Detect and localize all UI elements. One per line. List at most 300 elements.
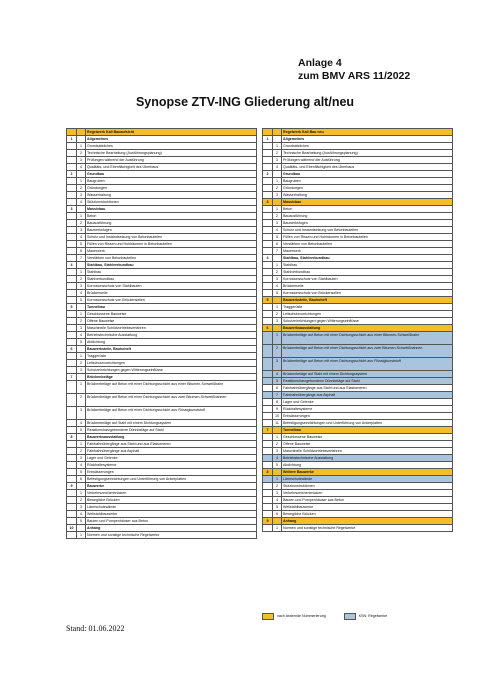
table-row xyxy=(67,150,257,157)
table-row xyxy=(263,269,453,276)
subsection-number: 1 xyxy=(77,490,86,497)
subsection-number: 6 xyxy=(273,241,282,248)
right-table xyxy=(262,128,453,532)
entry-text: Verstärken von Betonbauteilen xyxy=(282,241,453,248)
table-row xyxy=(263,358,453,371)
table-row xyxy=(67,360,257,367)
chapter-number xyxy=(263,483,273,490)
table-row xyxy=(67,504,257,511)
chapter-number xyxy=(67,199,77,206)
table-row xyxy=(67,227,257,234)
table-row xyxy=(263,178,453,185)
entry-text: Verkehrszeichenbrücken xyxy=(282,490,453,497)
table-row xyxy=(67,178,257,185)
subsection-number xyxy=(273,469,282,476)
table-row xyxy=(263,497,453,504)
subsection-number: 2 xyxy=(273,269,282,276)
chapter-number xyxy=(263,511,273,518)
chapter-number xyxy=(263,241,273,248)
legend xyxy=(262,613,405,620)
table-row xyxy=(67,311,257,318)
table-row xyxy=(263,220,453,227)
subsection-number: 1 xyxy=(273,476,282,483)
chapter-number xyxy=(67,490,77,497)
chapter-number xyxy=(67,283,77,290)
chapter-number xyxy=(263,455,273,462)
subsection-number: 1 xyxy=(77,143,86,150)
table-row xyxy=(67,448,257,455)
entry-text: Prüfungen während der Ausführung xyxy=(86,157,257,164)
entry-text: Korrosionsschutz von Stahlbauten xyxy=(86,283,257,290)
table-row xyxy=(67,185,257,192)
subsection-number: 2 xyxy=(273,185,282,192)
entry-text: Maschinelle Schildvortriebsverfahren xyxy=(86,325,257,332)
table-row xyxy=(263,192,453,199)
table-row xyxy=(67,381,257,394)
subsection-number: 3 xyxy=(273,358,282,371)
entry-text: Gründungen xyxy=(282,185,453,192)
table-row xyxy=(263,206,453,213)
entry-text: Abdichtung xyxy=(282,462,453,469)
subsection-number: 6 xyxy=(273,511,282,518)
entry-text: Brückenbeläge auf Beton mit einer Dichtungsschicht aus Flüssigkunststoff xyxy=(282,358,453,371)
chapter-number xyxy=(263,185,273,192)
table-row xyxy=(67,441,257,448)
section-row xyxy=(67,346,257,353)
subsection-number xyxy=(273,518,282,525)
subsection-number xyxy=(77,171,86,178)
table-row xyxy=(67,469,257,476)
subsection-number: 5 xyxy=(77,297,86,304)
entry-text: Bewegliche Brücken xyxy=(282,511,453,518)
entry-text: Brückenseile xyxy=(282,283,453,290)
table-row xyxy=(263,332,453,345)
table-row xyxy=(263,385,453,392)
subsection-number: 5 xyxy=(77,427,86,434)
subsection-number: 4 xyxy=(273,227,282,234)
entry-text: Rückhaltesysteme xyxy=(86,462,257,469)
table-row xyxy=(67,455,257,462)
subsection-number: 5 xyxy=(273,290,282,297)
entry-text: Offene Bauweise xyxy=(86,318,257,325)
subsection-number: 1 xyxy=(77,441,86,448)
chapter-number xyxy=(263,462,273,469)
subsection-number: 2 xyxy=(77,220,86,227)
chapter-number xyxy=(263,262,273,269)
subsection-number: 2 xyxy=(77,448,86,455)
chapter-number: 9 xyxy=(263,518,273,525)
subsection-number: 6 xyxy=(77,248,86,255)
table-row xyxy=(263,234,453,241)
subsection-number: 3 xyxy=(77,504,86,511)
table-row xyxy=(263,213,453,220)
chapter-number: 8 xyxy=(67,434,77,441)
table-row xyxy=(67,353,257,360)
subsection-number: 2 xyxy=(77,276,86,283)
entry-text: Befestigungseinrichtungen und Unterführung von Ankerplatten xyxy=(282,420,453,427)
subsection-number: 5 xyxy=(77,469,86,476)
subsection-number: 5 xyxy=(77,241,86,248)
subsection-number: 3 xyxy=(273,276,282,283)
subsection-number: 10 xyxy=(273,413,282,420)
entry-text: Normen und sonstige technische Regelwerke xyxy=(86,532,257,539)
table-row xyxy=(263,290,453,297)
table-row xyxy=(67,269,257,276)
entry-text: Brückenbeläge auf Beton mit einer Dichtungsschicht aus zwei Bitumen-Schweißbahnen xyxy=(282,345,453,358)
entry-text: Weitere Bauwerke xyxy=(282,469,453,476)
chapter-number xyxy=(263,213,273,220)
entry-text: Entwässerungen xyxy=(86,469,257,476)
table-row xyxy=(67,220,257,227)
chapter-number: 6 xyxy=(67,346,77,353)
subsection-number: 3 xyxy=(77,325,86,332)
entry-text: Abdichtung xyxy=(86,339,257,346)
entry-text: Mauerwerk xyxy=(86,248,257,255)
subsection-number: 5 xyxy=(273,462,282,469)
table-row xyxy=(67,199,257,206)
entry-text: Lager und Gelenke xyxy=(282,399,453,406)
subsection-number: 4 xyxy=(273,497,282,504)
entry-text: Maschinelle Schildvortriebsverfahren xyxy=(282,448,453,455)
subsection-number: 1 xyxy=(77,381,86,394)
table-row xyxy=(263,483,453,490)
entry-text: Tunnelbau xyxy=(86,304,257,311)
entry-text: Grundsätzliches xyxy=(86,143,257,150)
subsection-number: 2 xyxy=(273,213,282,220)
subsection-number: 2 xyxy=(77,318,86,325)
chapter-number: 1 xyxy=(67,136,77,143)
chapter-number: 7 xyxy=(263,427,273,434)
entry-text: Wasserhaltung xyxy=(282,192,453,199)
chapter-number xyxy=(67,143,77,150)
entry-text: Brückenbeläge auf Beton mit einer Dichtungsschicht aus einer Bitumen-Schweißbahn xyxy=(282,332,453,345)
table-row xyxy=(263,441,453,448)
table-row xyxy=(263,345,453,358)
subsection-number: 2 xyxy=(273,311,282,318)
subsection-number: 2 xyxy=(273,483,282,490)
table-row xyxy=(263,318,453,325)
chapter-number xyxy=(67,290,77,297)
entry-text: Mauerwerk xyxy=(282,248,453,255)
chapter-number xyxy=(67,360,77,367)
subsection-number: 3 xyxy=(77,157,86,164)
legend-label: KSN: Regelwerke xyxy=(358,614,388,619)
entry-text: Korrosionsschutz von Brückenseilen xyxy=(86,297,257,304)
table-heading-blank xyxy=(273,129,282,136)
table-row xyxy=(263,448,453,455)
entry-text: Brückenbeläge auf Beton mit einer Dichtungsschicht aus zwei Bitumen-Schweißbahnen xyxy=(86,394,257,407)
table-row xyxy=(263,455,453,462)
chapter-number xyxy=(263,269,273,276)
entry-text: Fahrbahnübergänge aus Asphalt xyxy=(86,448,257,455)
section-row xyxy=(67,483,257,490)
entry-text: Reaktionsharzgebundene Dünnbeläge auf Stahl xyxy=(282,378,453,385)
chapter-number xyxy=(263,192,273,199)
chapter-number xyxy=(67,448,77,455)
subsection-number: 4 xyxy=(77,462,86,469)
chapter-number xyxy=(263,358,273,371)
section-row xyxy=(263,255,453,262)
table-row xyxy=(67,164,257,171)
entry-text: Schutz und Instandsetzung von Betonbauteilen xyxy=(282,227,453,234)
chapter-number xyxy=(263,150,273,157)
legend-swatch xyxy=(344,613,356,620)
entry-text: Anhang xyxy=(86,525,257,532)
subsection-number: 2 xyxy=(77,497,86,504)
table-row xyxy=(67,157,257,164)
chapter-number xyxy=(263,497,273,504)
entry-text: Bauten und Pumpenhäuser aus Beton xyxy=(86,518,257,525)
section-row xyxy=(263,518,453,525)
chapter-number xyxy=(263,164,273,171)
table-row xyxy=(67,276,257,283)
chapter-number xyxy=(67,248,77,255)
table-row xyxy=(67,241,257,248)
chapter-number xyxy=(67,318,77,325)
entry-text: Bauausführung xyxy=(86,220,257,227)
table-row xyxy=(67,367,257,374)
subsection-number: 7 xyxy=(77,255,86,262)
subsection-number: 2 xyxy=(273,150,282,157)
chapter-number xyxy=(263,420,273,427)
subsection-number xyxy=(77,206,86,213)
table-row xyxy=(67,318,257,325)
chapter-number xyxy=(263,227,273,234)
table-row xyxy=(67,248,257,255)
subsection-number xyxy=(77,525,86,532)
chapter-number: 2 xyxy=(67,171,77,178)
table-row xyxy=(67,427,257,434)
table-row xyxy=(263,399,453,406)
subsection-number: 4 xyxy=(77,511,86,518)
chapter-number xyxy=(67,407,77,420)
entry-text: Stahlbau, Stahlverbundbau xyxy=(282,255,453,262)
subsection-number xyxy=(77,346,86,353)
section-row xyxy=(263,297,453,304)
entry-text: Allgemeines xyxy=(86,136,257,143)
subsection-number: 4 xyxy=(77,234,86,241)
chapter-number: 5 xyxy=(263,297,273,304)
entry-text: Wellstahlbauwerke xyxy=(282,504,453,511)
subsection-number: 1 xyxy=(273,143,282,150)
section-row xyxy=(263,171,453,178)
table-row xyxy=(67,339,257,346)
left-table xyxy=(66,128,257,539)
table-row xyxy=(263,164,453,171)
table-row xyxy=(67,497,257,504)
entry-text: Geschlossene Bauweise xyxy=(86,311,257,318)
chapter-number: 3 xyxy=(67,206,77,213)
section-row xyxy=(67,171,257,178)
entry-text: Fahrbahnübergänge aus Asphalt xyxy=(282,392,453,399)
table-row xyxy=(263,462,453,469)
subsection-number: 4 xyxy=(77,332,86,339)
entry-text: Massivbau xyxy=(86,206,257,213)
table-heading-blank xyxy=(263,129,273,136)
subsection-number xyxy=(273,427,282,434)
table-row xyxy=(263,304,453,311)
subsection-number: 2 xyxy=(77,394,86,407)
section-row xyxy=(67,206,257,213)
chapter-number xyxy=(67,462,77,469)
chapter-number xyxy=(67,157,77,164)
entry-text: Beton xyxy=(282,206,453,213)
entry-text: Grundbau xyxy=(282,171,453,178)
chapter-number xyxy=(263,413,273,420)
table-heading-blank xyxy=(67,129,77,136)
entry-text: Tunnelbau xyxy=(282,427,453,434)
chapter-number xyxy=(67,164,77,171)
chapter-number xyxy=(263,385,273,392)
entry-text: Stahlbau xyxy=(282,262,453,269)
subsection-number: 5 xyxy=(77,518,86,525)
subsection-number xyxy=(77,434,86,441)
chapter-number xyxy=(263,399,273,406)
chapter-number xyxy=(67,497,77,504)
subsection-number: 6 xyxy=(77,476,86,483)
chapter-number xyxy=(67,504,77,511)
entry-text: Lärmschutzwände xyxy=(282,476,453,483)
subsection-number: 1 xyxy=(273,525,282,532)
entry-text: Fahrbahnübergänge aus Stahl und aus Elastomeren xyxy=(86,441,257,448)
stand-date: Stand: 01.06.2022 xyxy=(66,624,125,633)
table-row xyxy=(263,490,453,497)
table-row xyxy=(67,511,257,518)
chapter-number xyxy=(263,406,273,413)
entry-text: Füllen von Rissen und Hohlräumen in Betonbauteilen xyxy=(282,234,453,241)
subsection-number: 2 xyxy=(77,360,86,367)
table-row xyxy=(263,392,453,399)
subsection-number: 3 xyxy=(77,283,86,290)
entry-text: Befestigungseinrichtungen und Unterführung von Ankerplatten xyxy=(86,476,257,483)
subsection-number xyxy=(77,136,86,143)
chapter-number xyxy=(263,332,273,345)
subsection-number xyxy=(273,171,282,178)
subsection-number: 3 xyxy=(273,490,282,497)
table-row xyxy=(263,525,453,532)
chapter-number xyxy=(263,178,273,185)
entry-text: Stahlverbundbau xyxy=(86,276,257,283)
subsection-number: 2 xyxy=(273,441,282,448)
entry-text: Grundbau xyxy=(86,171,257,178)
entry-text: Lager und Gelenke xyxy=(86,455,257,462)
subsection-number: 6 xyxy=(273,385,282,392)
chapter-number xyxy=(67,532,77,539)
table-row xyxy=(263,276,453,283)
section-row xyxy=(263,427,453,434)
entry-text: Traggerüste xyxy=(282,304,453,311)
subsection-number: 5 xyxy=(273,378,282,385)
entry-text: Verstärken von Betonbauteilen xyxy=(86,255,257,262)
subsection-number: 3 xyxy=(77,192,86,199)
subsection-number: 2 xyxy=(77,185,86,192)
chapter-number xyxy=(263,490,273,497)
chapter-number xyxy=(263,276,273,283)
chapter-number xyxy=(263,318,273,325)
entry-text: Stahlbau, Stahlverbundbau xyxy=(86,262,257,269)
section-row xyxy=(67,434,257,441)
entry-text: Verkehrszeichenbrücken xyxy=(86,490,257,497)
chapter-number: 9 xyxy=(67,483,77,490)
subsection-number xyxy=(77,374,86,381)
entry-text: Normen und sonstige technische Regelwerke xyxy=(282,525,453,532)
entry-text: Leitschutzvorrichtungen xyxy=(282,311,453,318)
chapter-number xyxy=(67,420,77,427)
chapter-number: 4 xyxy=(67,262,77,269)
chapter-number xyxy=(67,227,77,234)
chapter-number: 4 xyxy=(263,255,273,262)
table-row xyxy=(67,255,257,262)
entry-text: Korrosionsschutz von Brückenseilen xyxy=(282,290,453,297)
entry-text: Entwässerungen xyxy=(282,413,453,420)
table-heading-row xyxy=(263,129,453,136)
table-row xyxy=(263,413,453,420)
entry-text: Technische Bearbeitung (Ausführungsplanung) xyxy=(282,150,453,157)
entry-text: Qualitäts- und Ebenflächigkeit des Überbaus xyxy=(86,164,257,171)
table-row xyxy=(67,325,257,332)
chapter-number xyxy=(263,345,273,358)
table-row xyxy=(67,143,257,150)
chapter-number xyxy=(263,371,273,378)
annex-title: Anlage 4 xyxy=(298,57,342,69)
table-row xyxy=(263,157,453,164)
entry-text: Bewegliche Brücken xyxy=(86,497,257,504)
page-title: Synopse ZTV-ING Gliederung alt/neu xyxy=(135,95,355,109)
entry-text: Stützkonstruktionen xyxy=(86,199,257,206)
chapter-number xyxy=(263,378,273,385)
subsection-number: 1 xyxy=(77,269,86,276)
chapter-number xyxy=(67,353,77,360)
subsection-number: 1 xyxy=(273,434,282,441)
chapter-number xyxy=(263,441,273,448)
entry-text: Technische Bearbeitung (Ausführungsplanung) xyxy=(86,150,257,157)
chapter-number xyxy=(67,511,77,518)
subsection-number xyxy=(77,262,86,269)
subsection-number xyxy=(77,304,86,311)
section-row xyxy=(67,304,257,311)
chapter-number xyxy=(263,234,273,241)
subsection-number: 9 xyxy=(273,406,282,413)
subsection-number: 8 xyxy=(273,399,282,406)
table-row xyxy=(67,192,257,199)
subsection-number: 4 xyxy=(77,164,86,171)
entry-text: Traggerüste xyxy=(86,353,257,360)
subsection-number: 3 xyxy=(273,157,282,164)
chapter-number xyxy=(263,476,273,483)
table-row xyxy=(263,504,453,511)
entry-text: Stützkonstruktionen xyxy=(282,483,453,490)
entry-text: Qualitäts- und Ebenflächigkeit des Überbaus xyxy=(282,164,453,171)
annex-reference: zum BMV ARS 11/2022 xyxy=(298,70,411,82)
chapter-number xyxy=(67,325,77,332)
subsection-number: 1 xyxy=(273,262,282,269)
table-row xyxy=(67,290,257,297)
subsection-number xyxy=(273,255,282,262)
subsection-number: 5 xyxy=(77,339,86,346)
subsection-number: 4 xyxy=(77,199,86,206)
subsection-number: 4 xyxy=(273,455,282,462)
section-row xyxy=(67,262,257,269)
entry-text: Bauwerksteile, Bauhoheft xyxy=(86,346,257,353)
chapter-number xyxy=(67,269,77,276)
table-row xyxy=(67,394,257,407)
entry-text: Grundsätzliches xyxy=(282,143,453,150)
chapter-number xyxy=(67,381,77,394)
subsection-number: 1 xyxy=(77,178,86,185)
table-row xyxy=(67,476,257,483)
entry-text: Leitschutzvorrichtungen xyxy=(86,360,257,367)
chapter-number xyxy=(67,427,77,434)
